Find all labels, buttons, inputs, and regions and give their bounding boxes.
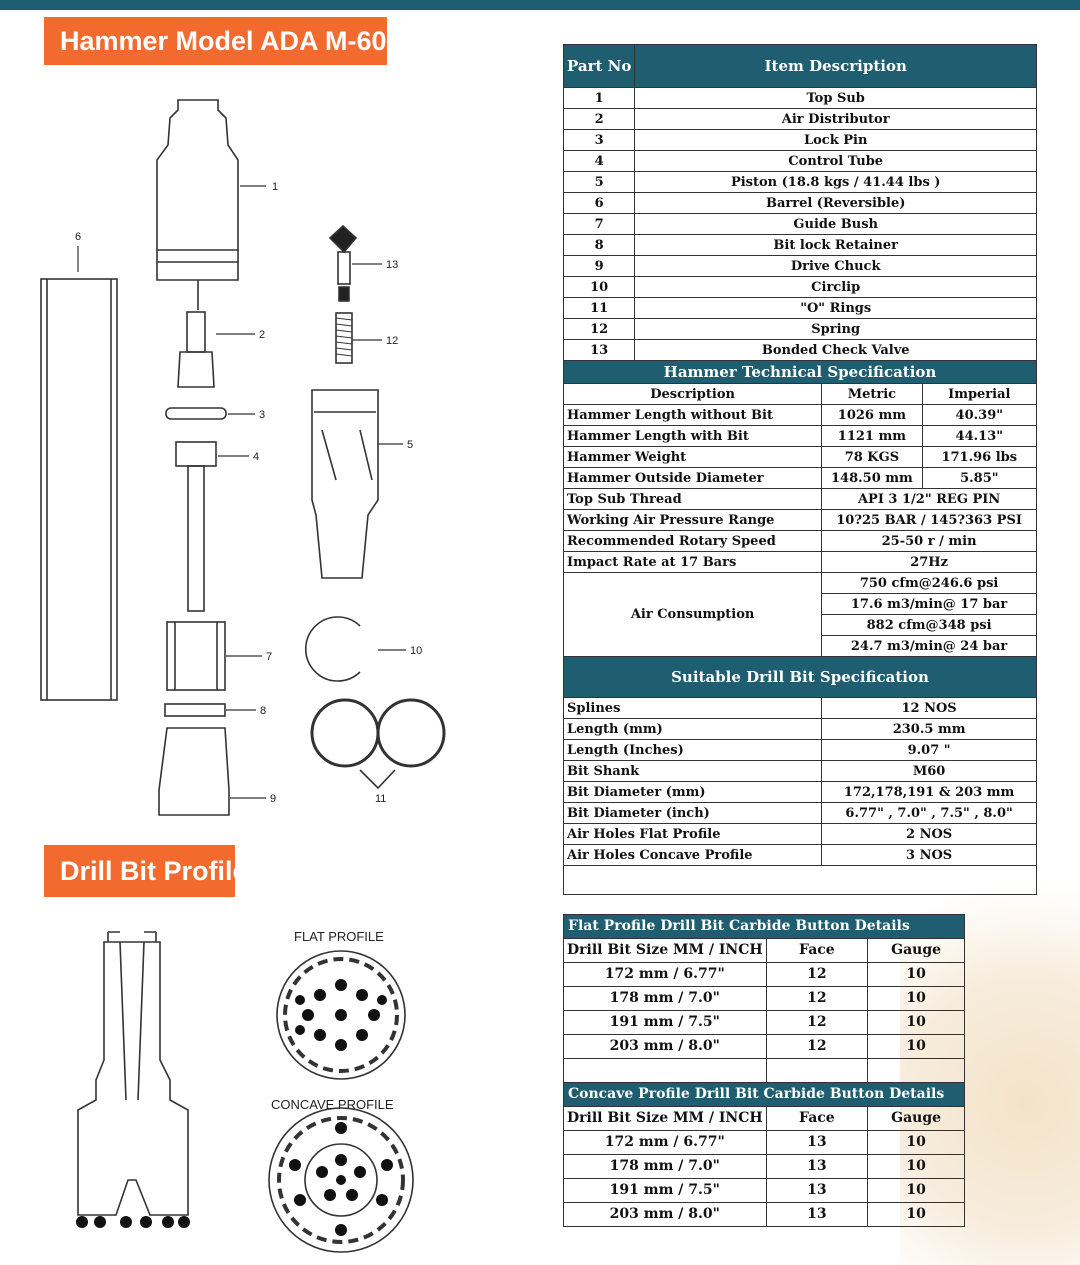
bit-spec-desc: Air Holes Flat Profile	[564, 824, 822, 845]
table-row	[564, 340, 1037, 361]
bit-spec-desc: Length (mm)	[564, 719, 822, 740]
size-header: Drill Bit Size MM / INCH	[564, 1107, 767, 1131]
table-row	[564, 803, 1037, 824]
spec-desc: Hammer Weight	[564, 447, 822, 468]
gauge-count: 10	[868, 1131, 965, 1155]
table-row	[564, 447, 1037, 468]
table-row	[564, 151, 1037, 172]
drill-bit-profile-drawing	[78, 932, 188, 1215]
gauge-count: 10	[868, 1155, 965, 1179]
item-description-header: Item Description	[635, 45, 1037, 88]
part-no: 6	[564, 193, 635, 214]
air-consumption-label: Air Consumption	[564, 573, 822, 657]
table-row	[564, 824, 1037, 845]
gauge-count: 10	[868, 1035, 965, 1059]
callout-8: 8	[260, 705, 267, 717]
air-consumption-value: 17.6 m3/min@ 17 bar	[822, 594, 1037, 615]
part-no: 8	[564, 235, 635, 256]
part-desc: Guide Bush	[635, 214, 1037, 235]
spec-desc: Impact Rate at 17 Bars	[564, 552, 822, 573]
spec-imperial: 40.39"	[922, 405, 1036, 426]
part-no: 12	[564, 319, 635, 340]
spec-metric: 148.50 mm	[822, 468, 922, 489]
table-row	[564, 1011, 965, 1035]
part-no: 10	[564, 277, 635, 298]
flat-profile-button-table	[563, 914, 965, 1083]
face-count: 12	[766, 1011, 868, 1035]
spec-metric: 1121 mm	[822, 426, 922, 447]
air-consumption-value: 882 cfm@348 psi	[822, 615, 1037, 636]
bit-size: 203 mm / 8.0"	[564, 1203, 767, 1227]
bit-spec-value: 9.07 "	[822, 740, 1037, 761]
bit-spec-title: Suitable Drill Bit Specification	[564, 657, 1037, 698]
spec-imperial: 5.85"	[922, 468, 1036, 489]
callout-9: 9	[270, 793, 277, 805]
tech-spec-title-row	[564, 361, 1037, 384]
air-consumption-value: 24.7 m3/min@ 24 bar	[822, 636, 1037, 657]
part-desc: "O" Rings	[635, 298, 1037, 319]
table-row	[564, 489, 1037, 510]
concave-header-row	[564, 1107, 965, 1131]
concave-title-row	[564, 1083, 965, 1107]
gauge-count: 10	[868, 1011, 965, 1035]
bit-spec-value: 3 NOS	[822, 845, 1037, 866]
table-spacer-row	[564, 866, 1037, 895]
guide-bush-drawing	[167, 622, 225, 690]
table-row	[564, 845, 1037, 866]
table-row	[564, 468, 1037, 489]
table-row	[564, 1179, 965, 1203]
gauge-count: 10	[868, 1203, 965, 1227]
concave-table-title: Concave Profile Drill Bit Carbide Button Details	[564, 1083, 965, 1107]
table-row	[564, 761, 1037, 782]
table-row	[564, 193, 1037, 214]
spacer-cell	[868, 1059, 965, 1083]
concave-profile-label: CONCAVE PROFILE	[271, 1097, 394, 1112]
bit-spec-desc: Air Holes Concave Profile	[564, 845, 822, 866]
spec-desc: Recommended Rotary Speed	[564, 531, 822, 552]
table-row	[564, 277, 1037, 298]
face-count: 13	[766, 1155, 868, 1179]
metric-header: Metric	[822, 384, 922, 405]
spec-imperial: 171.96 lbs	[922, 447, 1036, 468]
spec-desc: Hammer Outside Diameter	[564, 468, 822, 489]
lock-pin-drawing	[166, 408, 226, 419]
spec-value: 25-50 r / min	[822, 531, 1037, 552]
gauge-header: Gauge	[868, 939, 965, 963]
part-desc: Barrel (Reversible)	[635, 193, 1037, 214]
table-spacer-row	[564, 1059, 965, 1083]
part-no: 2	[564, 109, 635, 130]
face-count: 13	[766, 1179, 868, 1203]
bit-spec-desc: Bit Diameter (mm)	[564, 782, 822, 803]
bit-spec-title-row	[564, 657, 1037, 698]
o-ring-left-drawing	[312, 700, 378, 766]
bit-spec-value: M60	[822, 761, 1037, 782]
table-row	[564, 405, 1037, 426]
flat-header-row	[564, 939, 965, 963]
barrel-drawing	[41, 279, 117, 700]
table-row	[564, 573, 1037, 594]
bit-spec-desc: Bit Shank	[564, 761, 822, 782]
table-row	[564, 510, 1037, 531]
callout-1: 1	[272, 181, 279, 193]
bit-size: 203 mm / 8.0"	[564, 1035, 767, 1059]
table-row	[564, 1203, 965, 1227]
part-desc: Lock Pin	[635, 130, 1037, 151]
spec-desc: Top Sub Thread	[564, 489, 822, 510]
part-desc: Spring	[635, 319, 1037, 340]
table-row	[564, 319, 1037, 340]
spacer-cell	[766, 1059, 868, 1083]
air-consumption-value: 750 cfm@246.6 psi	[822, 573, 1037, 594]
table-row	[564, 256, 1037, 277]
o-ring-right-drawing	[378, 700, 444, 766]
part-desc: Drive Chuck	[635, 256, 1037, 277]
face-count: 13	[766, 1131, 868, 1155]
flat-table-title: Flat Profile Drill Bit Carbide Button Details	[564, 915, 965, 939]
bit-size: 172 mm / 6.77"	[564, 963, 767, 987]
face-header: Face	[766, 1107, 868, 1131]
spec-value: 10?25 BAR / 145?363 PSI	[822, 510, 1037, 531]
face-count: 12	[766, 987, 868, 1011]
part-desc: Bit lock Retainer	[635, 235, 1037, 256]
bit-lock-retainer-drawing	[165, 704, 225, 716]
bit-spec-value: 2 NOS	[822, 824, 1037, 845]
bit-size: 191 mm / 7.5"	[564, 1011, 767, 1035]
callout-13: 13	[386, 259, 399, 271]
table-row	[564, 214, 1037, 235]
spec-metric: 1026 mm	[822, 405, 922, 426]
gauge-count: 10	[868, 963, 965, 987]
part-desc: Bonded Check Valve	[635, 340, 1037, 361]
callout-7: 7	[266, 651, 273, 663]
spec-value: 27Hz	[822, 552, 1037, 573]
table-row	[564, 963, 965, 987]
imperial-header: Imperial	[922, 384, 1036, 405]
bit-size: 191 mm / 7.5"	[564, 1179, 767, 1203]
table-row	[564, 552, 1037, 573]
table-row	[564, 88, 1037, 109]
part-no: 7	[564, 214, 635, 235]
face-count: 13	[766, 1203, 868, 1227]
table-row	[564, 1155, 965, 1179]
callout-6: 6	[75, 231, 82, 243]
table-row	[564, 782, 1037, 803]
table-row	[564, 235, 1037, 256]
callout-4: 4	[253, 451, 260, 463]
spec-metric: 78 KGS	[822, 447, 922, 468]
gauge-header: Gauge	[868, 1107, 965, 1131]
hammer-title: Hammer Model ADA M-60	[60, 25, 387, 56]
bit-spec-value: 6.77" , 7.0" , 7.5" , 8.0"	[822, 803, 1037, 824]
tech-spec-title: Hammer Technical Specification	[564, 361, 1037, 384]
bit-spec-value: 230.5 mm	[822, 719, 1037, 740]
face-header: Face	[766, 939, 868, 963]
bit-spec-value: 12 NOS	[822, 698, 1037, 719]
parts-header-row	[564, 45, 1037, 88]
table-row	[564, 740, 1037, 761]
air-distributor-drawing	[178, 312, 214, 387]
table-row	[564, 531, 1037, 552]
gauge-count: 10	[868, 1179, 965, 1203]
bit-spec-desc: Bit Diameter (inch)	[564, 803, 822, 824]
part-desc: Air Distributor	[635, 109, 1037, 130]
spec-imperial: 44.13"	[922, 426, 1036, 447]
part-no: 11	[564, 298, 635, 319]
table-row	[564, 426, 1037, 447]
bit-size: 178 mm / 7.0"	[564, 1155, 767, 1179]
part-no: 13	[564, 340, 635, 361]
flat-title-row	[564, 915, 965, 939]
callout-3: 3	[259, 409, 266, 421]
gauge-count: 10	[868, 987, 965, 1011]
part-no-header: Part No	[564, 45, 635, 88]
face-count: 12	[766, 1035, 868, 1059]
callout-10: 10	[410, 645, 423, 657]
spec-desc: Working Air Pressure Range	[564, 510, 822, 531]
part-no: 5	[564, 172, 635, 193]
spacer-cell	[564, 1059, 767, 1083]
callout-12: 12	[386, 335, 399, 347]
bit-size: 178 mm / 7.0"	[564, 987, 767, 1011]
table-row	[564, 987, 965, 1011]
spacer-cell	[564, 866, 1037, 895]
tech-spec-header-row	[564, 384, 1037, 405]
circlip-drawing	[306, 617, 360, 681]
specification-table	[563, 44, 1037, 895]
part-desc: Control Tube	[635, 151, 1037, 172]
part-desc: Circlip	[635, 277, 1037, 298]
table-row	[564, 130, 1037, 151]
table-row	[564, 298, 1037, 319]
concave-profile-button-table	[563, 1082, 965, 1227]
bit-spec-desc: Length (Inches)	[564, 740, 822, 761]
face-count: 12	[766, 963, 868, 987]
part-no: 9	[564, 256, 635, 277]
table-row	[564, 109, 1037, 130]
table-row	[564, 698, 1037, 719]
part-desc: Top Sub	[635, 88, 1037, 109]
callout-5: 5	[407, 439, 414, 451]
tech-desc-header: Description	[564, 384, 822, 405]
callout-2: 2	[259, 329, 266, 341]
spec-desc: Hammer Length without Bit	[564, 405, 822, 426]
part-no: 3	[564, 130, 635, 151]
control-tube-drawing	[176, 442, 216, 611]
piston-drawing	[312, 390, 378, 578]
table-row	[564, 1035, 965, 1059]
callout-11: 11	[375, 793, 387, 805]
bit-spec-value: 172,178,191 & 203 mm	[822, 782, 1037, 803]
size-header: Drill Bit Size MM / INCH	[564, 939, 767, 963]
drill-bit-title: Drill Bit Profile	[60, 855, 248, 886]
flat-profile-label: FLAT PROFILE	[294, 929, 384, 944]
drive-chuck-drawing	[159, 728, 229, 815]
bit-size: 172 mm / 6.77"	[564, 1131, 767, 1155]
table-row	[564, 172, 1037, 193]
top-sub-drawing	[157, 100, 238, 310]
table-row	[564, 1131, 965, 1155]
part-no: 4	[564, 151, 635, 172]
table-row	[564, 719, 1037, 740]
spec-desc: Hammer Length with Bit	[564, 426, 822, 447]
part-desc: Piston (18.8 kgs / 41.44 lbs )	[635, 172, 1037, 193]
part-no: 1	[564, 88, 635, 109]
bit-spec-desc: Splines	[564, 698, 822, 719]
spec-value: API 3 1/2" REG PIN	[822, 489, 1037, 510]
